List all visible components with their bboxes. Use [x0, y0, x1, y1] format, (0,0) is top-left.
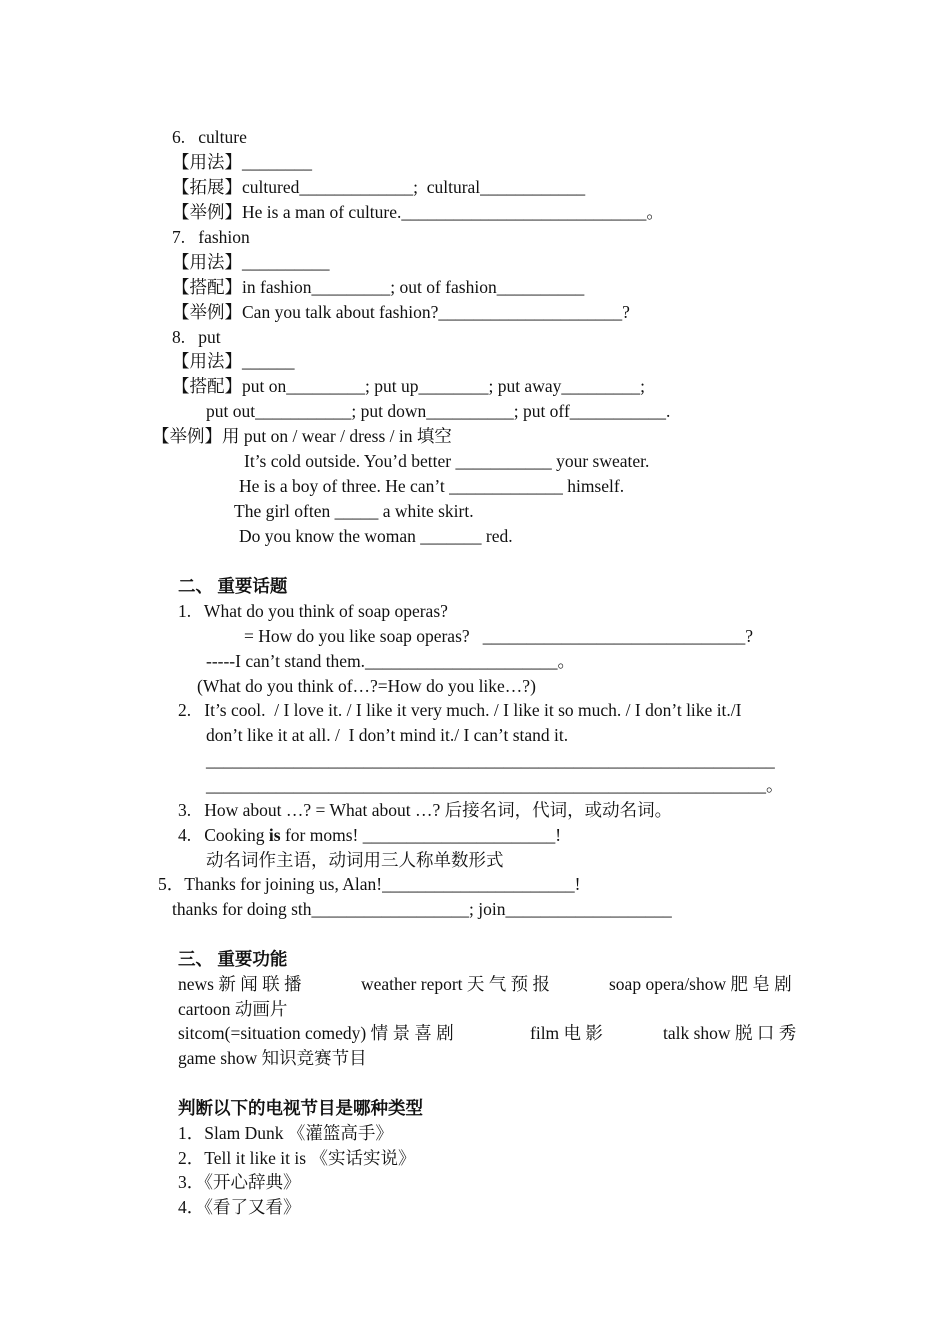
exercise-item-3: 3．《开心辞典》 — [178, 1172, 301, 1192]
item-7-usage: 【用法】__________ — [172, 252, 330, 272]
program-cartoon: cartoon 动画片 — [178, 999, 288, 1019]
item-7-example: 【举例】Can you talk about fashion?_____________________? — [172, 302, 630, 322]
program-game-show: game show 知识竞赛节目 — [178, 1048, 367, 1068]
item-7-collocation: 【搭配】in fashion_________; out of fashion__________ — [172, 277, 585, 297]
topic-1: 1. What do you think of soap operas? — [178, 601, 448, 621]
section-3-heading: 三、 重要功能 — [178, 949, 288, 969]
item-6-example: 【举例】He is a man of culture.____________________________。 — [172, 202, 664, 222]
program-film: film 电 影 — [530, 1023, 603, 1043]
fill-sentence-4: Do you know the woman _______ red. — [239, 526, 513, 546]
topic-4 — [178, 823, 561, 848]
item-6-title: 6. culture — [172, 127, 247, 147]
item-6-usage: 【用法】________ — [172, 152, 312, 172]
program-news: news 新 闻 联 播 — [178, 974, 302, 994]
program-sitcom: sitcom(=situation comedy) 情 景 喜 剧 — [178, 1023, 454, 1043]
topic-2: 2. It’s cool. / I love it. / I like it very much. / I like it so much. / I don’t like it./I — [178, 700, 742, 720]
item-8-collocation: 【搭配】put on_________; put up________; put away_________; — [172, 376, 645, 396]
topic-4-start: 4. Cooking — [178, 825, 269, 845]
item-7-title: 7. fashion — [172, 227, 250, 247]
topic-2-blank-1: _________________________________________________________________ — [206, 750, 775, 770]
item-8-example-instruction: 【举例】用 put on / wear / dress / in 填空 — [152, 426, 452, 446]
item-8-usage: 【用法】______ — [172, 351, 295, 371]
exercise-item-1: 1．Slam Dunk 《灌篮高手》 — [178, 1123, 393, 1143]
topic-1-answer: -----I can’t stand them.______________________。 — [206, 651, 576, 671]
exercise-heading: 判断以下的电视节目是哪种类型 — [178, 1098, 423, 1118]
exercise-item-2: 2．Tell it like it is 《实话实说》 — [178, 1148, 416, 1168]
topic-4-bold-is: is — [268, 825, 281, 845]
topic-5: 5．Thanks for joining us, Alan!______________________! — [158, 874, 581, 894]
item-8-collocation-cont: put out___________; put down__________; put off___________. — [206, 401, 671, 421]
topic-1-equivalent: = How do you like soap operas? ______________________________? — [244, 626, 754, 646]
topic-3: 3. How about …? = What about …? 后接名词，代词，或动名词。 — [178, 800, 673, 820]
topic-4-note: 动名词作主语，动词用三人称单数形式 — [206, 850, 504, 870]
exercise-item-4: 4．《看了又看》 — [178, 1197, 301, 1217]
fill-sentence-1: It’s cold outside. You’d better ___________ your sweater. — [244, 451, 650, 471]
fill-sentence-2: He is a boy of three. He can’t _____________ himself. — [239, 476, 625, 496]
topic-2-blank-2: ________________________________________________________________。 — [206, 775, 784, 795]
section-2-heading: 二、 重要话题 — [178, 576, 288, 596]
item-6-extension: 【拓展】cultured_____________; cultural____________ — [172, 177, 586, 197]
program-talk-show: talk show 脱 口 秀 — [663, 1023, 797, 1043]
fill-sentence-3: The girl often _____ a white skirt. — [234, 501, 474, 521]
program-weather-report: weather report 天 气 预 报 — [361, 974, 551, 994]
program-soap-opera: soap opera/show 肥 皂 剧 — [609, 974, 792, 994]
topic-1-note: (What do you think of…?=How do you like…?) — [197, 676, 536, 696]
item-8-title: 8. put — [172, 327, 221, 347]
topic-2-cont: don’t like it at all. / I don’t mind it./ I can’t stand it. — [206, 725, 569, 745]
topic-4-end: for moms! ______________________! — [280, 825, 562, 845]
topic-5-note: thanks for doing sth__________________; join___________________ — [172, 899, 672, 919]
